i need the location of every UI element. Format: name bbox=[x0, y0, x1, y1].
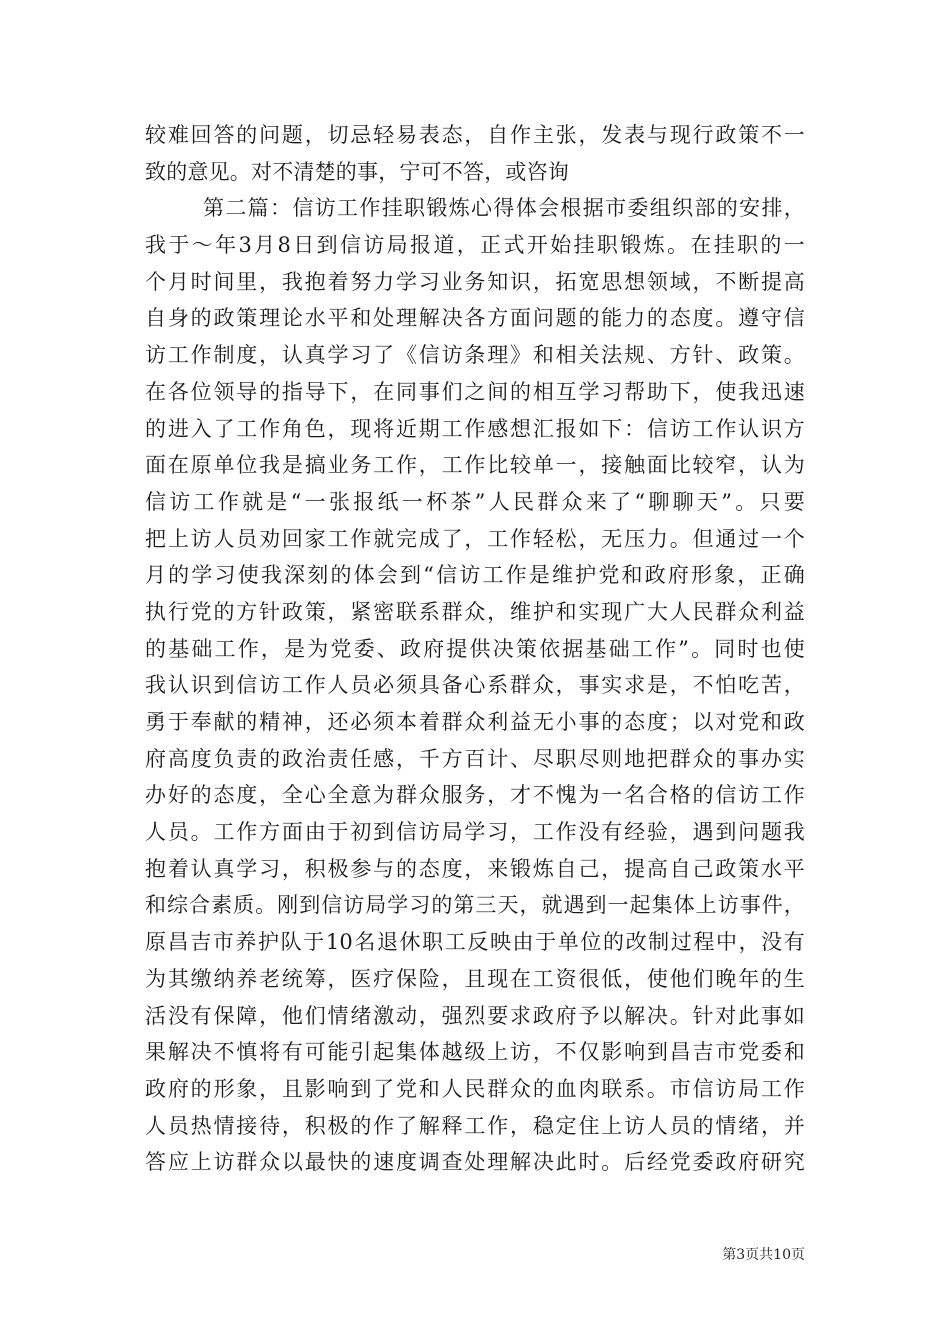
text-line: 我于～年3月8日到信访局报道，正式开始挂职锻炼。在挂职的一 bbox=[145, 233, 805, 258]
text-line: 访工作制度，认真学习了《信访条理》和相关法规、方针、政策。 bbox=[145, 343, 805, 368]
text-line: 勇于奉献的精神，还必须本着群众利益无小事的态度；以对党和政 bbox=[145, 710, 805, 734]
text-line: 和综合素质。刚到信访局学习的第三天，就遇到一起集体上访事件， bbox=[145, 893, 805, 918]
body-text bbox=[145, 117, 805, 1181]
text-line: 的基础工作，是为党委、政府提供决策依据基础工作”。同时也使 bbox=[145, 636, 805, 661]
text-line: 原昌吉市养护队于10名退休职工反映由于单位的改制过程中，没有 bbox=[145, 930, 805, 955]
text-line: 个月时间里，我抱着努力学习业务知识，拓宽思想领域，不断提高 bbox=[145, 269, 805, 294]
text-line: 果解决不慎将有可能引起集体越级上访，不仅影响到昌吉市党委和 bbox=[145, 1040, 805, 1065]
text-line: 我认识到信访工作人员必须具备心系群众，事实求是，不怕吃苦， bbox=[145, 673, 805, 698]
text-line: 活没有保障，他们情绪激动，强烈要求政府予以解决。针对此事如 bbox=[145, 1003, 805, 1028]
text-line: 人员热情接待，积极的作了解释工作，稳定住上访人员的情绪，并 bbox=[145, 1113, 805, 1138]
text-line: 把上访人员劝回家工作就完成了，工作轻松，无压力。但通过一个 bbox=[145, 526, 805, 551]
text-line: 自身的政策理论水平和处理解决各方面问题的能力的态度。遵守信 bbox=[145, 306, 805, 331]
section-heading-line: 第二篇：信访工作挂职锻炼心得体会根据市委组织部的安排， bbox=[203, 196, 805, 221]
text-line: 政府的形象，且影响到了党和人民群众的血肉联系。市信访局工作 bbox=[145, 1076, 805, 1101]
text-line: 抱着认真学习，积极参与的态度，来锻炼自己，提高自己政策水平 bbox=[145, 856, 805, 881]
text-line: 答应上访群众以最快的速度调查处理解决此时。后经党委政府研究 bbox=[145, 1150, 805, 1175]
text-line: 的进入了工作角色，现将近期工作感想汇报如下：信访工作认识方 bbox=[145, 416, 805, 441]
text-line: 人员。工作方面由于初到信访局学习，工作没有经验，遇到问题我 bbox=[145, 820, 805, 845]
text-line: 致的意见。对不清楚的事，宁可不答，或咨询 bbox=[145, 159, 569, 184]
text-line: 为其缴纳养老统筹，医疗保险，且现在工资很低，使他们晚年的生 bbox=[145, 966, 805, 991]
page-number: 第3页共10页 bbox=[722, 1247, 805, 1263]
text-line: 办好的态度，全心全意为群众服务，才不愧为一名合格的信访工作 bbox=[145, 783, 805, 808]
text-line: 较难回答的问题，切忌轻易表态，自作主张，发表与现行政策不一 bbox=[145, 123, 805, 147]
text-line: 月的学习使我深刻的体会到“信访工作是维护党和政府形象，正确 bbox=[145, 563, 805, 588]
text-line: 信访工作就是“一张报纸一杯茶”人民群众来了“聊聊天”。只要 bbox=[145, 489, 805, 514]
text-line: 府高度负责的政治责任感，千方百计、尽职尽则地把群众的事办实 bbox=[145, 746, 805, 771]
text-line: 面在原单位我是搞业务工作，工作比较单一，接触面比较窄，认为 bbox=[145, 453, 805, 478]
text-line: 执行党的方针政策，紧密联系群众，维护和实现广大人民群众利益 bbox=[145, 599, 805, 624]
text-line: 在各位领导的指导下，在同事们之间的相互学习帮助下，使我迅速 bbox=[145, 379, 805, 404]
